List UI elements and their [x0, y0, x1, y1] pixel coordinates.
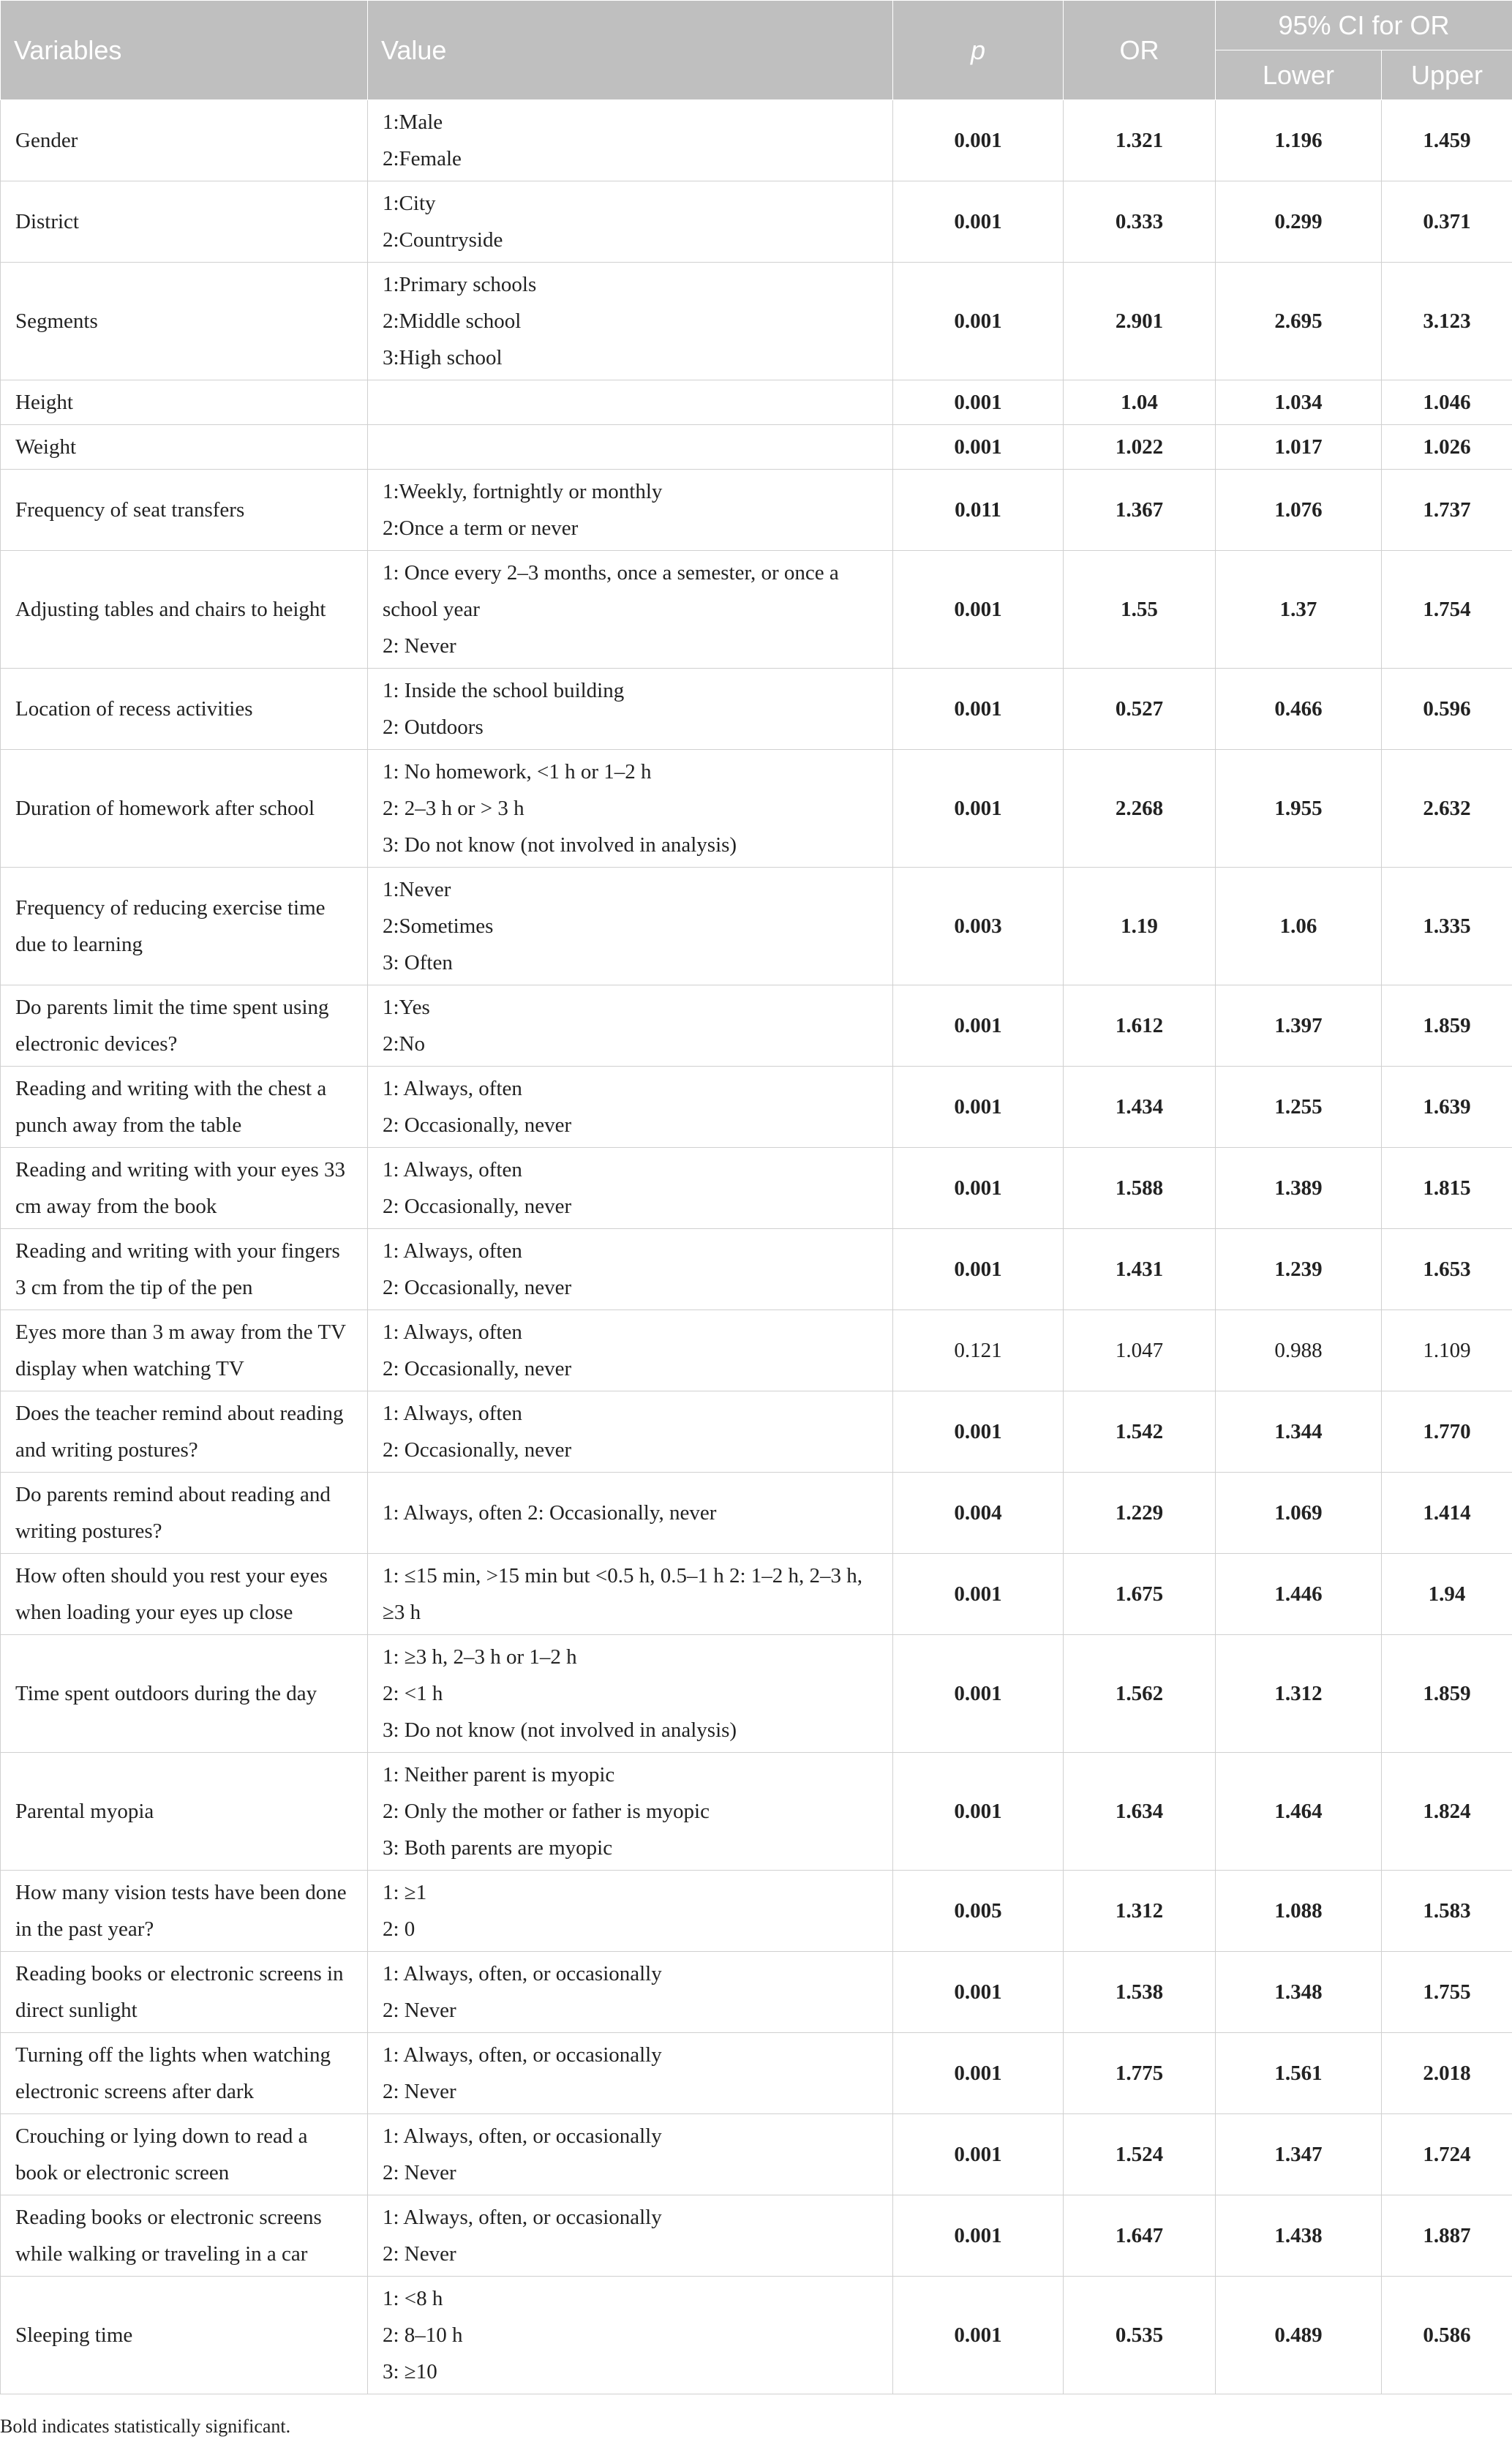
cell-value	[368, 425, 893, 470]
cell-value	[368, 1554, 893, 1635]
cell-lower: 1.438	[1216, 2195, 1382, 2277]
cell-p: 0.011	[893, 470, 1064, 551]
cell-lower: 0.988	[1216, 1310, 1382, 1391]
value-line: 2:Female	[383, 147, 462, 170]
table-row	[1, 2114, 1512, 2195]
cell-p: 0.001	[893, 181, 1064, 263]
cell-variable: Reading books or electronic screens in direct sunlight	[1, 1952, 368, 2033]
cell-value	[368, 2277, 893, 2394]
cell-lower: 1.464	[1216, 1753, 1382, 1871]
cell-upper: 1.754	[1382, 551, 1512, 669]
cell-variable: Reading books or electronic screens while walking or traveling in a car	[1, 2195, 368, 2277]
cell-variable: Does the teacher remind about reading and writing postures?	[1, 1391, 368, 1473]
cell-upper: 1.737	[1382, 470, 1512, 551]
table-row	[1, 551, 1512, 669]
value-line: 1: Inside the school building	[383, 679, 625, 702]
cell-or: 1.612	[1064, 985, 1216, 1067]
cell-lower: 1.37	[1216, 551, 1382, 669]
cell-upper: 2.018	[1382, 2033, 1512, 2114]
value-line: 2: 2–3 h or > 3 h	[383, 797, 524, 820]
cell-upper: 1.755	[1382, 1952, 1512, 2033]
value-line: 1: Always, often	[383, 1077, 522, 1100]
cell-lower: 0.299	[1216, 181, 1382, 263]
value-line: 3:High school	[383, 346, 503, 369]
value-line: 3: Often	[383, 951, 453, 974]
table-row	[1, 380, 1512, 425]
cell-or: 1.588	[1064, 1148, 1216, 1229]
cell-or: 1.524	[1064, 2114, 1216, 2195]
cell-variable: Adjusting tables and chairs to height	[1, 551, 368, 669]
cell-p: 0.001	[893, 263, 1064, 380]
cell-upper: 1.815	[1382, 1148, 1512, 1229]
value-line: 3: Both parents are myopic	[383, 1836, 613, 1860]
value-line: 1: Always, often	[383, 1239, 522, 1263]
value-line: 3: Do not know (not involved in analysis)	[383, 833, 737, 857]
cell-or: 1.312	[1064, 1871, 1216, 1952]
cell-value	[368, 1635, 893, 1753]
value-line: 2: Only the mother or father is myopic	[383, 1800, 710, 1823]
value-line: 1: Neither parent is myopic	[383, 1763, 615, 1786]
cell-p: 0.001	[893, 1067, 1064, 1148]
value-line: 1: Always, often	[383, 1320, 522, 1344]
cell-or: 1.321	[1064, 100, 1216, 181]
header-ci-lower: Lower	[1216, 50, 1382, 100]
header-or: OR	[1064, 1, 1216, 100]
table-row	[1, 2033, 1512, 2114]
value-line: 2: Never	[383, 2161, 456, 2184]
cell-upper: 1.887	[1382, 2195, 1512, 2277]
cell-or: 1.675	[1064, 1554, 1216, 1635]
cell-or: 1.434	[1064, 1067, 1216, 1148]
cell-p: 0.001	[893, 1554, 1064, 1635]
cell-p: 0.001	[893, 985, 1064, 1067]
cell-lower: 1.255	[1216, 1067, 1382, 1148]
table-row	[1, 1753, 1512, 1871]
cell-value	[368, 1753, 893, 1871]
value-line: 1: ≤15 min, >15 min but <0.5 h, 0.5–1 h 2: 1–2 h, 2–3 h,	[383, 1564, 863, 1587]
cell-p: 0.001	[893, 100, 1064, 181]
table-row	[1, 1391, 1512, 1473]
cell-p: 0.001	[893, 2277, 1064, 2394]
value-line: 1: ≥1	[383, 1881, 427, 1904]
table-row	[1, 868, 1512, 985]
table-row	[1, 2195, 1512, 2277]
cell-lower: 1.06	[1216, 868, 1382, 985]
value-line: 1: Always, often, or occasionally	[383, 1962, 662, 1985]
value-line: 3: ≥10	[383, 2360, 437, 2383]
cell-variable: Frequency of seat transfers	[1, 470, 368, 551]
cell-or: 1.229	[1064, 1473, 1216, 1554]
table-row	[1, 1952, 1512, 2033]
cell-variable: District	[1, 181, 368, 263]
cell-value	[368, 2033, 893, 2114]
cell-upper: 1.859	[1382, 985, 1512, 1067]
table-row	[1, 1310, 1512, 1391]
cell-variable: Frequency of reducing exercise time due to learning	[1, 868, 368, 985]
cell-or: 1.634	[1064, 1753, 1216, 1871]
cell-p: 0.001	[893, 2195, 1064, 2277]
cell-or: 1.775	[1064, 2033, 1216, 2114]
cell-p: 0.003	[893, 868, 1064, 985]
cell-upper: 1.583	[1382, 1871, 1512, 1952]
cell-or: 1.647	[1064, 2195, 1216, 2277]
table-row	[1, 1229, 1512, 1310]
value-line: ≥3 h	[383, 1601, 421, 1624]
cell-p: 0.001	[893, 669, 1064, 750]
cell-or: 1.047	[1064, 1310, 1216, 1391]
cell-variable: Sleeping time	[1, 2277, 368, 2394]
cell-lower: 1.348	[1216, 1952, 1382, 2033]
cell-upper: 0.371	[1382, 181, 1512, 263]
value-line: 1:Never	[383, 878, 451, 901]
cell-p: 0.001	[893, 1391, 1064, 1473]
table-row	[1, 425, 1512, 470]
value-line: 1: ≥3 h, 2–3 h or 1–2 h	[383, 1645, 577, 1669]
table-row	[1, 1871, 1512, 1952]
cell-p: 0.121	[893, 1310, 1064, 1391]
cell-variable: Time spent outdoors during the day	[1, 1635, 368, 1753]
value-line: 1: Always, often	[383, 1158, 522, 1181]
value-line: 1: Once every 2–3 months, once a semester, or once a	[383, 561, 839, 585]
cell-upper: 1.770	[1382, 1391, 1512, 1473]
cell-lower: 1.312	[1216, 1635, 1382, 1753]
cell-variable: Do parents limit the time spent using electronic devices?	[1, 985, 368, 1067]
cell-upper: 1.026	[1382, 425, 1512, 470]
cell-p: 0.001	[893, 750, 1064, 868]
table-row	[1, 985, 1512, 1067]
cell-lower: 1.344	[1216, 1391, 1382, 1473]
cell-p: 0.001	[893, 1635, 1064, 1753]
table-row	[1, 1635, 1512, 1753]
value-line: 2: Never	[383, 1999, 456, 2022]
table-row	[1, 100, 1512, 181]
value-line: 1:City	[383, 192, 436, 215]
cell-or: 2.901	[1064, 263, 1216, 380]
cell-lower: 1.446	[1216, 1554, 1382, 1635]
cell-or: 1.542	[1064, 1391, 1216, 1473]
cell-p: 0.004	[893, 1473, 1064, 1554]
table-row	[1, 2277, 1512, 2394]
cell-variable: Segments	[1, 263, 368, 380]
cell-variable: Reading and writing with the chest a punch away from the table	[1, 1067, 368, 1148]
cell-lower: 0.489	[1216, 2277, 1382, 2394]
cell-p: 0.001	[893, 1148, 1064, 1229]
cell-value	[368, 1391, 893, 1473]
cell-variable: How often should you rest your eyes when loading your eyes up close	[1, 1554, 368, 1635]
cell-value	[368, 1310, 893, 1391]
table-row	[1, 1554, 1512, 1635]
cell-upper: 1.335	[1382, 868, 1512, 985]
cell-value	[368, 470, 893, 551]
cell-value	[368, 985, 893, 1067]
value-line: 1: Always, often, or occasionally	[383, 2043, 662, 2067]
cell-upper: 1.653	[1382, 1229, 1512, 1310]
cell-or: 1.431	[1064, 1229, 1216, 1310]
cell-p: 0.001	[893, 1952, 1064, 2033]
cell-variable: Height	[1, 380, 368, 425]
cell-lower: 0.466	[1216, 669, 1382, 750]
cell-variable: Eyes more than 3 m away from the TV display when watching TV	[1, 1310, 368, 1391]
cell-lower: 1.347	[1216, 2114, 1382, 2195]
value-line: 2: 8–10 h	[383, 2323, 463, 2347]
cell-upper: 1.639	[1382, 1067, 1512, 1148]
value-line: 1:Male	[383, 110, 443, 134]
cell-upper: 0.596	[1382, 669, 1512, 750]
cell-upper: 3.123	[1382, 263, 1512, 380]
value-line: 1: No homework, <1 h or 1–2 h	[383, 760, 652, 784]
cell-lower: 1.955	[1216, 750, 1382, 868]
cell-or: 1.538	[1064, 1952, 1216, 2033]
cell-p: 0.001	[893, 380, 1064, 425]
value-line: 3: Do not know (not involved in analysis)	[383, 1718, 737, 1742]
table-row	[1, 669, 1512, 750]
value-line: 2:Countryside	[383, 228, 503, 252]
cell-or: 1.55	[1064, 551, 1216, 669]
cell-lower: 1.034	[1216, 380, 1382, 425]
cell-p: 0.005	[893, 1871, 1064, 1952]
cell-or: 0.333	[1064, 181, 1216, 263]
cell-or: 1.367	[1064, 470, 1216, 551]
cell-upper: 2.632	[1382, 750, 1512, 868]
cell-value	[368, 1067, 893, 1148]
header-ci: 95% CI for OR	[1216, 1, 1512, 50]
cell-or: 1.022	[1064, 425, 1216, 470]
cell-p: 0.001	[893, 2114, 1064, 2195]
cell-lower: 1.017	[1216, 425, 1382, 470]
value-line: 2:No	[383, 1032, 425, 1056]
cell-variable: Turning off the lights when watching electronic screens after dark	[1, 2033, 368, 2114]
cell-or: 1.19	[1064, 868, 1216, 985]
cell-upper: 1.046	[1382, 380, 1512, 425]
cell-upper: 1.724	[1382, 2114, 1512, 2195]
value-line: 2: Occasionally, never	[383, 1113, 572, 1137]
value-line: 2:Sometimes	[383, 914, 494, 938]
table-row	[1, 470, 1512, 551]
cell-value	[368, 181, 893, 263]
table-row	[1, 750, 1512, 868]
cell-upper: 1.859	[1382, 1635, 1512, 1753]
cell-variable: Reading and writing with your fingers 3 cm from the tip of the pen	[1, 1229, 368, 1310]
value-line: 2: 0	[383, 1917, 415, 1941]
table-row	[1, 181, 1512, 263]
cell-lower: 1.076	[1216, 470, 1382, 551]
cell-value	[368, 263, 893, 380]
value-line: 1:Primary schools	[383, 273, 537, 296]
value-line: 1: <8 h	[383, 2287, 443, 2310]
cell-lower: 2.695	[1216, 263, 1382, 380]
cell-lower: 1.069	[1216, 1473, 1382, 1554]
table-header	[1, 1, 1512, 100]
cell-variable: Reading and writing with your eyes 33 cm away from the book	[1, 1148, 368, 1229]
footnote: Bold indicates statistically significant.	[0, 2416, 291, 2437]
value-line: 2:Once a term or never	[383, 516, 579, 540]
value-line: 1: Always, often, or occasionally	[383, 2206, 662, 2229]
cell-upper: 1.824	[1382, 1753, 1512, 1871]
cell-value	[368, 1229, 893, 1310]
cell-lower: 1.088	[1216, 1871, 1382, 1952]
cell-or: 1.562	[1064, 1635, 1216, 1753]
value-line: school year	[383, 598, 480, 621]
table-row	[1, 1067, 1512, 1148]
cell-value	[368, 868, 893, 985]
table-row	[1, 1473, 1512, 1554]
cell-value	[368, 1148, 893, 1229]
value-line: 2: Never	[383, 2242, 456, 2266]
cell-upper: 1.109	[1382, 1310, 1512, 1391]
cell-value	[368, 1473, 893, 1554]
header-variables: Variables	[1, 1, 368, 100]
table-row	[1, 263, 1512, 380]
value-line: 1: Always, often	[383, 1402, 522, 1425]
value-line: 1: Always, often 2: Occasionally, never	[383, 1501, 717, 1525]
header-value: Value	[368, 1, 893, 100]
cell-variable: Parental myopia	[1, 1753, 368, 1871]
cell-variable: Location of recess activities	[1, 669, 368, 750]
cell-lower: 1.561	[1216, 2033, 1382, 2114]
value-line: 2:Middle school	[383, 309, 522, 333]
header-ci-upper: Upper	[1382, 50, 1512, 100]
cell-upper: 1.459	[1382, 100, 1512, 181]
cell-value	[368, 1871, 893, 1952]
cell-p: 0.001	[893, 2033, 1064, 2114]
cell-p: 0.001	[893, 1229, 1064, 1310]
cell-lower: 1.239	[1216, 1229, 1382, 1310]
value-line: 2: Occasionally, never	[383, 1438, 572, 1462]
cell-or: 2.268	[1064, 750, 1216, 868]
value-line: 2: Never	[383, 634, 456, 658]
cell-value	[368, 669, 893, 750]
cell-value	[368, 2114, 893, 2195]
cell-value	[368, 100, 893, 181]
table-row	[1, 1148, 1512, 1229]
value-line: 1:Yes	[383, 996, 430, 1019]
value-line: 1: Always, often, or occasionally	[383, 2124, 662, 2148]
cell-value	[368, 380, 893, 425]
cell-variable: How many vision tests have been done in the past year?	[1, 1871, 368, 1952]
cell-variable: Gender	[1, 100, 368, 181]
cell-or: 0.527	[1064, 669, 1216, 750]
value-line: 2: Occasionally, never	[383, 1276, 572, 1299]
cell-variable: Duration of homework after school	[1, 750, 368, 868]
cell-upper: 0.586	[1382, 2277, 1512, 2394]
cell-value	[368, 2195, 893, 2277]
cell-p: 0.001	[893, 425, 1064, 470]
cell-value	[368, 1952, 893, 2033]
table-body	[1, 100, 1512, 2394]
cell-lower: 1.389	[1216, 1148, 1382, 1229]
cell-value	[368, 750, 893, 868]
value-line: 2: <1 h	[383, 1682, 443, 1705]
cell-upper: 1.94	[1382, 1554, 1512, 1635]
value-line: 2: Outdoors	[383, 715, 484, 739]
cell-lower: 1.196	[1216, 100, 1382, 181]
cell-variable: Crouching or lying down to read a book or electronic screen	[1, 2114, 368, 2195]
cell-lower: 1.397	[1216, 985, 1382, 1067]
value-line: 2: Occasionally, never	[383, 1357, 572, 1380]
cell-value	[368, 551, 893, 669]
cell-p: 0.001	[893, 551, 1064, 669]
value-line: 1:Weekly, fortnightly or monthly	[383, 480, 663, 503]
cell-upper: 1.414	[1382, 1473, 1512, 1554]
cell-variable: Weight	[1, 425, 368, 470]
cell-or: 0.535	[1064, 2277, 1216, 2394]
cell-variable: Do parents remind about reading and writing postures?	[1, 1473, 368, 1554]
header-p: p	[893, 1, 1064, 100]
value-line: 2: Never	[383, 2080, 456, 2103]
cell-p: 0.001	[893, 1753, 1064, 1871]
cell-or: 1.04	[1064, 380, 1216, 425]
value-line: 2: Occasionally, never	[383, 1195, 572, 1218]
